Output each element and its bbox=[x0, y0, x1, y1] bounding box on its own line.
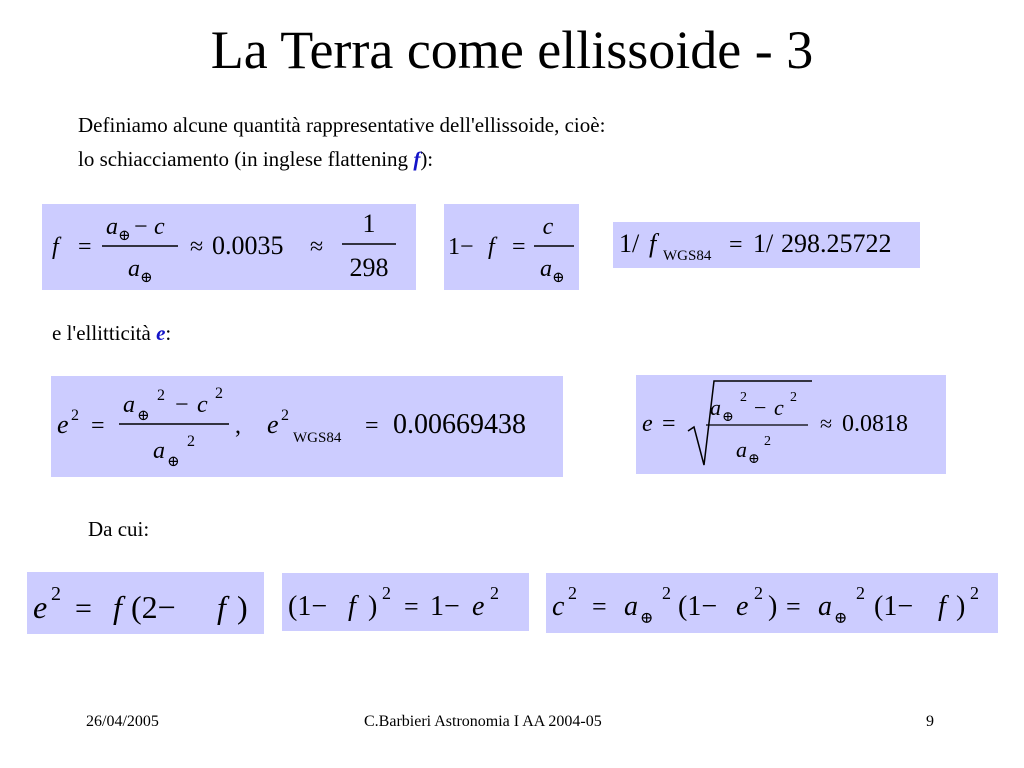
svg-text:2: 2 bbox=[568, 583, 577, 603]
footer-date: 26/04/2005 bbox=[86, 713, 159, 730]
svg-text:a: a bbox=[736, 437, 747, 462]
svg-text:a: a bbox=[818, 591, 832, 622]
svg-text:⊕: ⊕ bbox=[552, 270, 565, 286]
intro-line-1: Definiamo alcune quantità rappresentative dell'ellissoide, cioè: bbox=[78, 113, 606, 137]
svg-text:=: = bbox=[78, 234, 92, 260]
svg-text:⊕: ⊕ bbox=[834, 610, 848, 627]
svg-text:f: f bbox=[348, 591, 356, 622]
svg-text:e: e bbox=[33, 589, 48, 625]
svg-text:=: = bbox=[512, 234, 526, 260]
ellipticity-line bbox=[52, 320, 171, 346]
svg-text:2: 2 bbox=[764, 434, 771, 449]
svg-text:e: e bbox=[267, 410, 279, 439]
svg-text:−: − bbox=[754, 395, 767, 420]
svg-text:f: f bbox=[938, 591, 946, 622]
svg-text:c: c bbox=[197, 392, 208, 418]
intro-line-2-prefix: lo schiacciamento (in inglese flattening bbox=[78, 147, 414, 171]
wgs84-inverse-flattening: 298.25722 bbox=[781, 229, 892, 258]
equation-c-squared bbox=[546, 573, 998, 633]
flattening-symbol: f bbox=[413, 147, 421, 171]
wgs84-subscript-e2: WGS84 bbox=[293, 430, 342, 446]
equation-wgs84-flattening bbox=[613, 222, 920, 268]
ellipticity-prefix: e l'ellitticità bbox=[52, 321, 157, 345]
svg-text:2: 2 bbox=[71, 407, 79, 424]
svg-text:,: , bbox=[235, 413, 241, 439]
svg-text:2: 2 bbox=[740, 390, 747, 405]
svg-text:(1−: (1− bbox=[678, 591, 718, 622]
da-cui-label: Da cui: bbox=[88, 517, 150, 541]
svg-text:2: 2 bbox=[157, 387, 165, 404]
svg-text:a: a bbox=[128, 256, 140, 282]
equation-e2-from-f bbox=[27, 572, 264, 634]
svg-text:1−: 1− bbox=[430, 591, 460, 622]
eccentricity-value: 0.0818 bbox=[842, 411, 908, 437]
svg-text:=: = bbox=[404, 592, 419, 621]
svg-text:e: e bbox=[642, 411, 653, 437]
svg-text:): ) bbox=[368, 591, 378, 622]
svg-text:⊕: ⊕ bbox=[118, 228, 131, 244]
svg-text:a: a bbox=[710, 395, 721, 420]
svg-text:≈: ≈ bbox=[190, 234, 204, 260]
equation-one-minus-f-squared bbox=[282, 573, 529, 631]
svg-text:2: 2 bbox=[662, 583, 671, 603]
svg-text:−: − bbox=[175, 392, 189, 418]
svg-text:2: 2 bbox=[790, 390, 797, 405]
intro-line-2-suffix: ): bbox=[420, 147, 434, 171]
ellipticity-symbol: e bbox=[156, 321, 166, 345]
svg-text:2: 2 bbox=[281, 407, 289, 424]
svg-text:=: = bbox=[729, 232, 743, 258]
svg-text:c: c bbox=[154, 214, 165, 240]
svg-text:c: c bbox=[542, 214, 554, 240]
svg-text:a: a bbox=[153, 438, 165, 464]
svg-text:2: 2 bbox=[970, 583, 979, 603]
svg-text:−: − bbox=[134, 214, 148, 240]
svg-text:c: c bbox=[552, 591, 565, 622]
svg-text:=: = bbox=[786, 592, 801, 621]
svg-text:⊕: ⊕ bbox=[140, 270, 153, 286]
svg-text:⊕: ⊕ bbox=[640, 610, 654, 627]
svg-text:f: f bbox=[488, 234, 495, 260]
svg-text:f: f bbox=[217, 589, 226, 625]
svg-text:a: a bbox=[106, 214, 118, 240]
svg-text:): ) bbox=[237, 589, 248, 625]
svg-text:⊕: ⊕ bbox=[748, 452, 760, 467]
svg-text:≈: ≈ bbox=[820, 411, 833, 436]
svg-text:(1−: (1− bbox=[874, 591, 914, 622]
svg-text:f: f bbox=[113, 589, 122, 625]
svg-text:2: 2 bbox=[490, 583, 499, 603]
svg-text:e: e bbox=[472, 591, 485, 622]
slide-title: La Terra come ellissoide - 3 bbox=[210, 20, 814, 80]
wgs84-subscript: WGS84 bbox=[663, 248, 712, 264]
svg-text:1−: 1− bbox=[448, 234, 474, 260]
svg-text:(1−: (1− bbox=[288, 591, 328, 622]
svg-text:2: 2 bbox=[51, 583, 61, 605]
svg-text:2: 2 bbox=[382, 583, 391, 603]
equation-eccentricity-squared bbox=[51, 376, 563, 477]
svg-text:=: = bbox=[75, 592, 92, 625]
svg-text:1/: 1/ bbox=[753, 229, 774, 258]
svg-text:f: f bbox=[649, 229, 657, 258]
svg-text:=: = bbox=[592, 592, 607, 621]
footer-course: C.Barbieri Astronomia I AA 2004-05 bbox=[364, 713, 602, 730]
svg-text:⊕: ⊕ bbox=[137, 408, 150, 424]
equation-one-minus-f bbox=[444, 204, 579, 290]
ellipticity-suffix: : bbox=[165, 321, 172, 345]
equation-flattening-definition bbox=[42, 204, 416, 290]
svg-text:2: 2 bbox=[856, 583, 865, 603]
svg-text:a: a bbox=[123, 392, 135, 418]
svg-text:2: 2 bbox=[187, 433, 195, 450]
svg-text:e: e bbox=[736, 591, 749, 622]
equation-eccentricity bbox=[636, 375, 946, 474]
svg-text:a: a bbox=[540, 256, 552, 282]
svg-text:1/: 1/ bbox=[619, 229, 640, 258]
footer-page-number: 9 bbox=[926, 713, 934, 730]
svg-text:a: a bbox=[624, 591, 638, 622]
svg-text:2: 2 bbox=[754, 583, 763, 603]
svg-text:2: 2 bbox=[215, 385, 223, 402]
svg-text:=: = bbox=[662, 411, 676, 437]
svg-text:≈: ≈ bbox=[310, 234, 324, 260]
svg-text:⊕: ⊕ bbox=[167, 454, 180, 470]
svg-text:⊕: ⊕ bbox=[722, 410, 734, 425]
svg-text:(2−: (2− bbox=[131, 589, 176, 625]
svg-text:): ) bbox=[768, 591, 778, 622]
svg-text:=: = bbox=[365, 413, 379, 439]
svg-text:=: = bbox=[91, 413, 105, 439]
intro-line-2 bbox=[78, 146, 433, 172]
svg-text:c: c bbox=[774, 395, 784, 420]
flattening-approx-value: 0.0035 bbox=[212, 231, 284, 260]
svg-text:e: e bbox=[57, 410, 69, 439]
svg-text:f: f bbox=[52, 234, 59, 260]
wgs84-eccentricity-squared: 0.00669438 bbox=[393, 409, 526, 440]
flattening-fraction-denominator: 298 bbox=[349, 253, 389, 282]
flattening-fraction-numerator: 1 bbox=[362, 209, 376, 238]
svg-text:): ) bbox=[956, 591, 966, 622]
